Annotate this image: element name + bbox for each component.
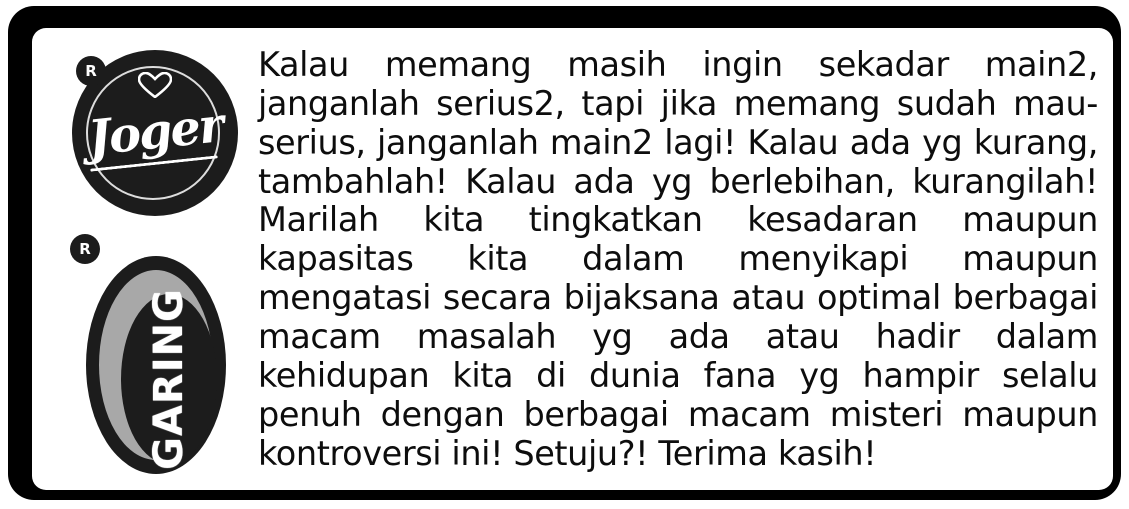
label-body-text <box>258 46 1098 473</box>
logo-column <box>40 34 250 484</box>
garing-oval-mid-decoration <box>99 270 213 470</box>
label-outer-frame <box>8 6 1121 500</box>
label-inner-panel <box>32 28 1113 490</box>
registered-trademark-badge-garing: R <box>70 234 100 264</box>
joger-wordmark: Joger <box>85 97 225 167</box>
garing-logo <box>86 256 226 474</box>
garing-oval-inner-decoration <box>121 288 217 470</box>
heart-icon <box>138 72 172 98</box>
registered-trademark-badge-joger: R <box>76 56 106 86</box>
garing-wordmark: GARING <box>146 288 192 470</box>
label-body-paragraph: Kalau memang masih ingin sekadar main2, janganlah serius2, tapi jika memang sudah mau-serius, janganlah main2 lagi! Kalau ada yg kurang, tambahlah! Kalau ada yg berlebihan, kurangilah! Marilah kita tingkatkan kesadaran maupun kapasitas kita dalam menyikapi maupun mengatasi secara bijaksana atau optimal berbagai macam masalah yg ada atau hadir dalam kehidupan kita di dunia fana yg hampir selalu penuh dengan berbagai macam misteri maupun kontroversi ini! Setuju?! Terima kasih! <box>258 45 1098 473</box>
